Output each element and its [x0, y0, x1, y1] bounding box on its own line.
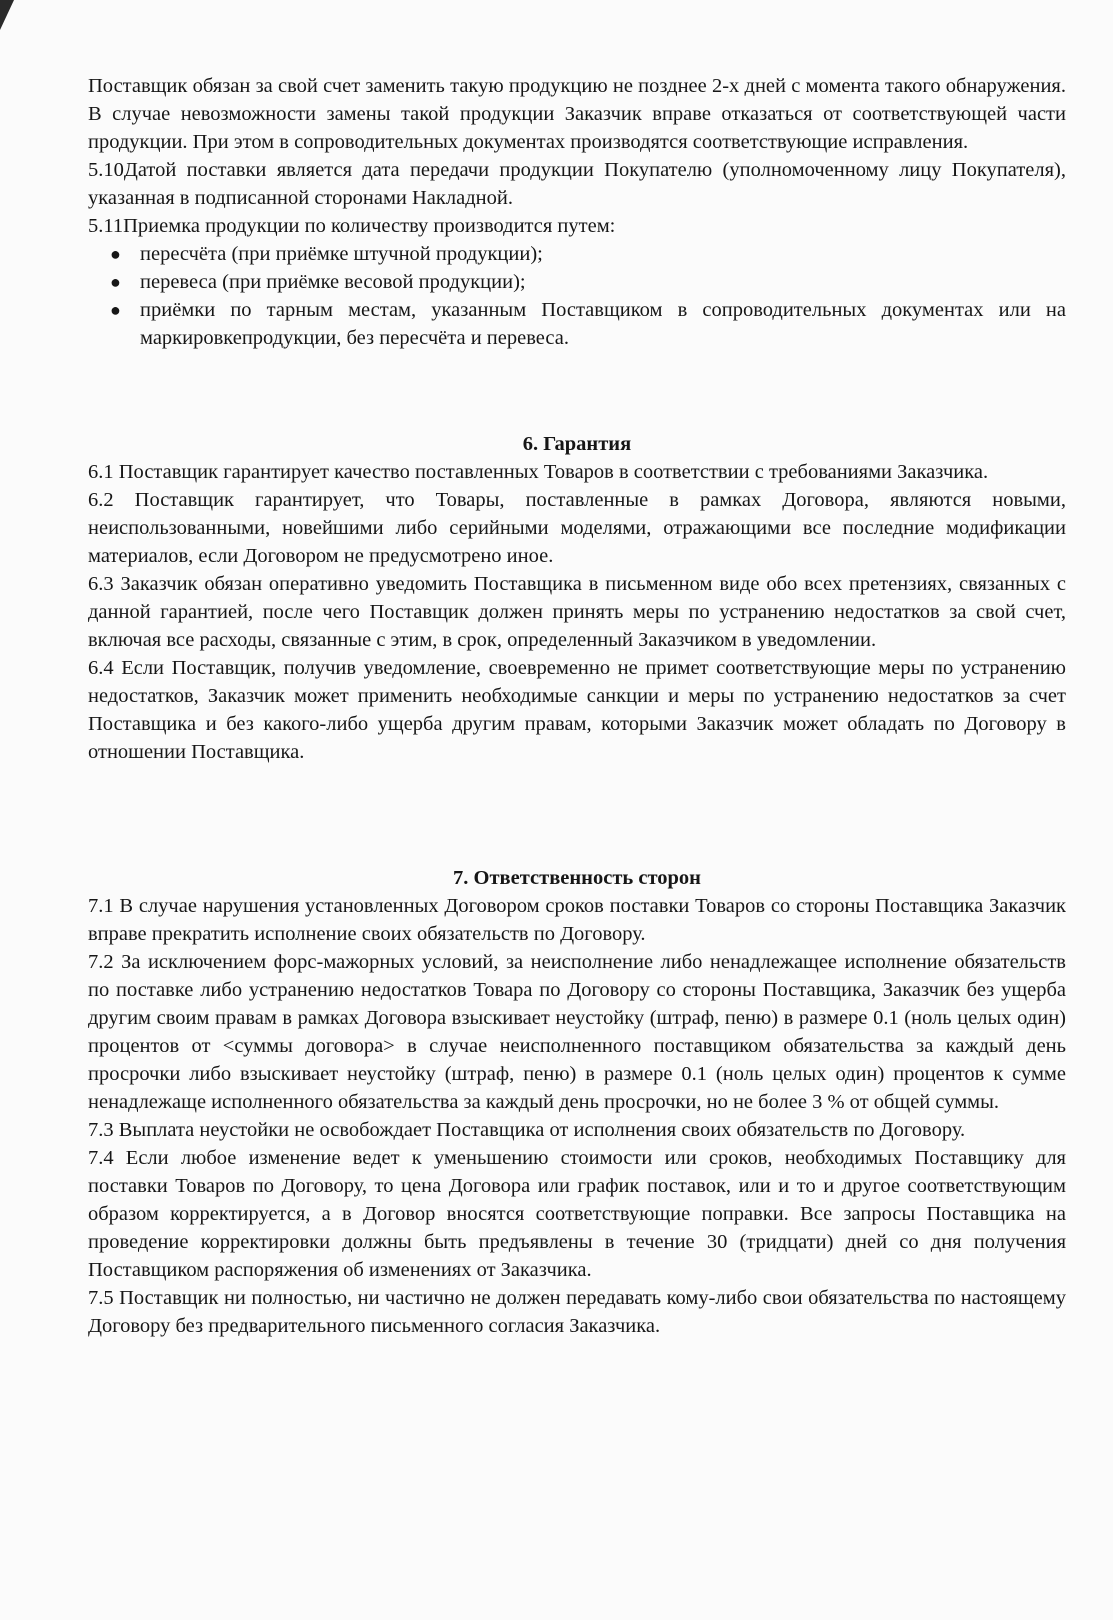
continued-paragraph: Поставщик обязан за свой счет заменить такую продукцию не позднее 2-х дней с момента такого обнаружения. В случае невозможности замены такой продукции Заказчик вправе отказаться от соответствующей части продукции. При этом в сопроводительных документах производятся соответствующие исправления.	[88, 75, 1066, 153]
clause-6-4: 6.4 Если Поставщик, получив уведомление, своевременно не примет соответствующие меры по устранению недостатков, Заказчик может применить необходимые санкции и меры по устранению недостатков за счет Поставщика и без какого-либо ущерба другим правам, которыми Заказчик может обладать по Договору в отношении Поставщика.	[88, 657, 1066, 763]
section-6-heading: 6. Гарантия	[522, 433, 632, 455]
section-7-heading: 7. Ответственность сторон	[453, 867, 701, 889]
scan-corner-shadow	[0, 0, 14, 30]
clause-5-11: 5.11Приемка продукции по количеству производится путем:	[88, 215, 616, 237]
clause-7-3: 7.3 Выплата неустойки не освобождает Поставщика от исполнения своих обязательств по Договору.	[88, 1119, 966, 1141]
clause-7-5: 7.5 Поставщик ни полностью, ни частично не должен передавать кому-либо свои обязательства по настоящему Договору без предварительного письменного согласия Заказчика.	[88, 1287, 1066, 1337]
bullet-icon: ●	[110, 244, 121, 264]
clause-5-10: 5.10Датой поставки является дата передачи продукции Покупателю (уполномоченному лицу Покупателя), указанная в подписанной сторонами Накладной.	[88, 159, 1066, 209]
clause-6-3: 6.3 Заказчик обязан оперативно уведомить Поставщика в письменном виде обо всех претензиях, связанных с данной гарантией, после чего Поставщик должен принять меры по устранению недостатков за свой счет, включая все расходы, связанные с этим, в срок, определенный Заказчиком в уведомлении.	[88, 573, 1066, 651]
list-item	[88, 240, 1066, 268]
bullet-icon: ●	[110, 300, 121, 320]
acceptance-methods-list	[88, 240, 1066, 352]
bullet-icon: ●	[110, 272, 121, 292]
list-item	[88, 268, 1066, 296]
document-page	[88, 72, 1066, 1340]
list-item-text: перевеса (при приёмке весовой продукции);	[140, 271, 526, 293]
list-item	[88, 296, 1066, 352]
clause-6-2: 6.2 Поставщик гарантирует, что Товары, поставленные в рамках Договора, являются новыми, неиспользованными, новейшими либо серийными моделями, отражающими все последние модификации материалов, если Договором не предусмотрено иное.	[88, 489, 1066, 567]
clause-7-1: 7.1 В случае нарушения установленных Договором сроков поставки Товаров со стороны Поставщика Заказчик вправе прекратить исполнение своих обязательств по Договору.	[88, 895, 1066, 945]
clause-7-2: 7.2 За исключением форс-мажорных условий, за неисполнение либо ненадлежащее исполнение обязательств по поставке либо устранению недостатков Товара по Договору со стороны Поставщика, Заказчик без ущерба другим своим правам в рамках Договора взыскивает неустойку (штраф, пеню) в размере 0.1 (ноль целых один) процентов от <суммы договора> в случае неисполненного поставщиком обязательства за каждый день просрочки либо взыскивает неустойку (штраф, пеню) в размере 0.1 (ноль целых один) процентов к сумме ненадлежаще исполненного обязательства за каждый день просрочки, но не более 3 % от общей суммы.	[88, 951, 1066, 1113]
list-item-text: пересчёта (при приёмке штучной продукции);	[140, 243, 543, 265]
list-item-text: приёмки по тарным местам, указанным Поставщиком в сопроводительных документах или на маркировкепродукции, без пересчёта и перевеса.	[140, 299, 1066, 349]
clause-7-4: 7.4 Если любое изменение ведет к уменьшению стоимости или сроков, необходимых Поставщику для поставки Товаров по Договору, то цена Договора или график поставок, или и то и другое соответствующим образом корректируется, а в Договор вносятся соответствующие поправки. Все запросы Поставщика на проведение корректировки должны быть предъявлены в течение 30 (тридцати) дней со дня получения Поставщиком распоряжения об изменениях от Заказчика.	[88, 1147, 1066, 1281]
clause-6-1: 6.1 Поставщик гарантирует качество поставленных Товаров в соответствии с требованиями Заказчика.	[88, 461, 989, 483]
